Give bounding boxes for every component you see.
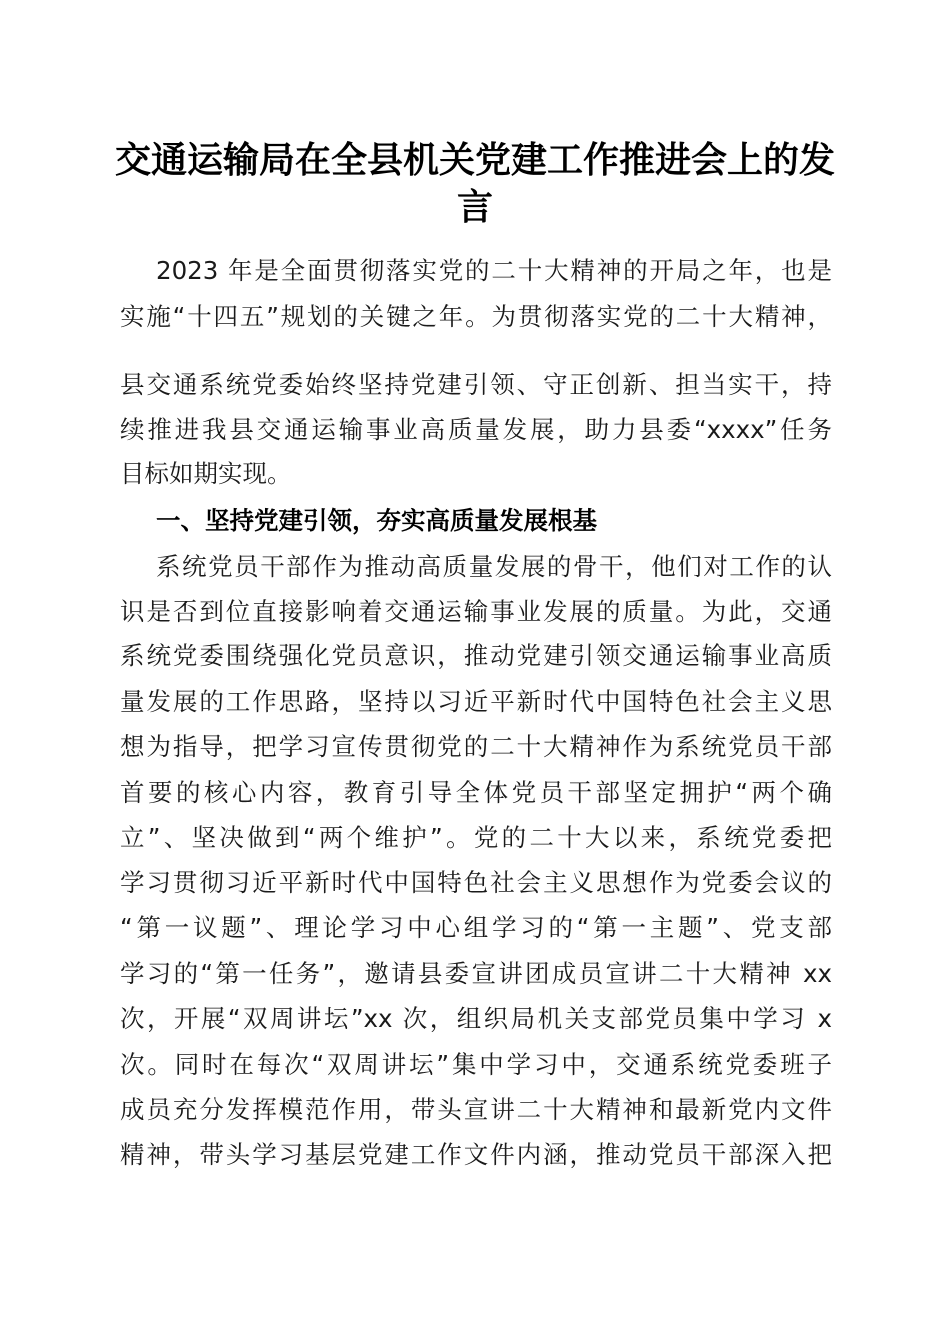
paragraph-line: 学习的“第一任务”，邀请县委宣讲团成员宣讲二十大精神 xx	[120, 959, 832, 988]
section-heading: 一、坚持党建引领，夯实高质量发展根基	[156, 506, 597, 535]
paragraph-line: 学习贯彻习近平新时代中国特色社会主义思想作为党委会议的	[120, 868, 832, 897]
paragraph-line: 量发展的工作思路，坚持以习近平新时代中国特色社会主义思	[120, 687, 832, 716]
paragraph-line: 次。同时在每次“双周讲坛”集中学习中，交通系统党委班子	[120, 1050, 832, 1079]
paragraph-line: “第一议题”、理论学习中心组学习的“第一主题”、党支部	[120, 913, 832, 942]
paragraph-line: 实施“十四五”规划的关键之年。为贯彻落实党的二十大精神，	[120, 302, 832, 331]
paragraph-line: 首要的核心内容，教育引导全体党员干部坚定拥护“两个确	[120, 778, 832, 807]
document-title-line-1: 交通运输局在全县机关党建工作推进会上的发	[114, 139, 835, 181]
document-title-line-2: 言	[456, 186, 493, 228]
paragraph-line: 系统党委围绕强化党员意识，推动党建引领交通运输事业高质	[120, 641, 832, 670]
paragraph-line: 立”、坚决做到“两个维护”。党的二十大以来，系统党委把	[120, 823, 832, 852]
paragraph-line: 县交通系统党委始终坚持党建引领、守正创新、担当实干，持	[120, 370, 832, 399]
paragraph-line: 系统党员干部作为推动高质量发展的骨干，他们对工作的认	[156, 552, 832, 581]
paragraph-line: 精神，带头学习基层党建工作文件内涵，推动党员干部深入把	[120, 1140, 832, 1169]
paragraph-line: 续推进我县交通运输事业高质量发展，助力县委“xxxx”任务	[120, 415, 832, 444]
paragraph-line: 次，开展“双周讲坛”xx 次，组织局机关支部党员集中学习 x	[120, 1004, 832, 1033]
paragraph-line: 成员充分发挥模范作用，带头宣讲二十大精神和最新党内文件	[120, 1095, 832, 1124]
paragraph-line: 识是否到位直接影响着交通运输事业发展的质量。为此，交通	[120, 597, 832, 626]
paragraph-line: 想为指导，把学习宣传贯彻党的二十大精神作为系统党员干部	[120, 732, 832, 761]
paragraph-line: 目标如期实现。	[120, 459, 292, 488]
paragraph-line: 2023 年是全面贯彻落实党的二十大精神的开局之年，也是	[156, 256, 832, 285]
